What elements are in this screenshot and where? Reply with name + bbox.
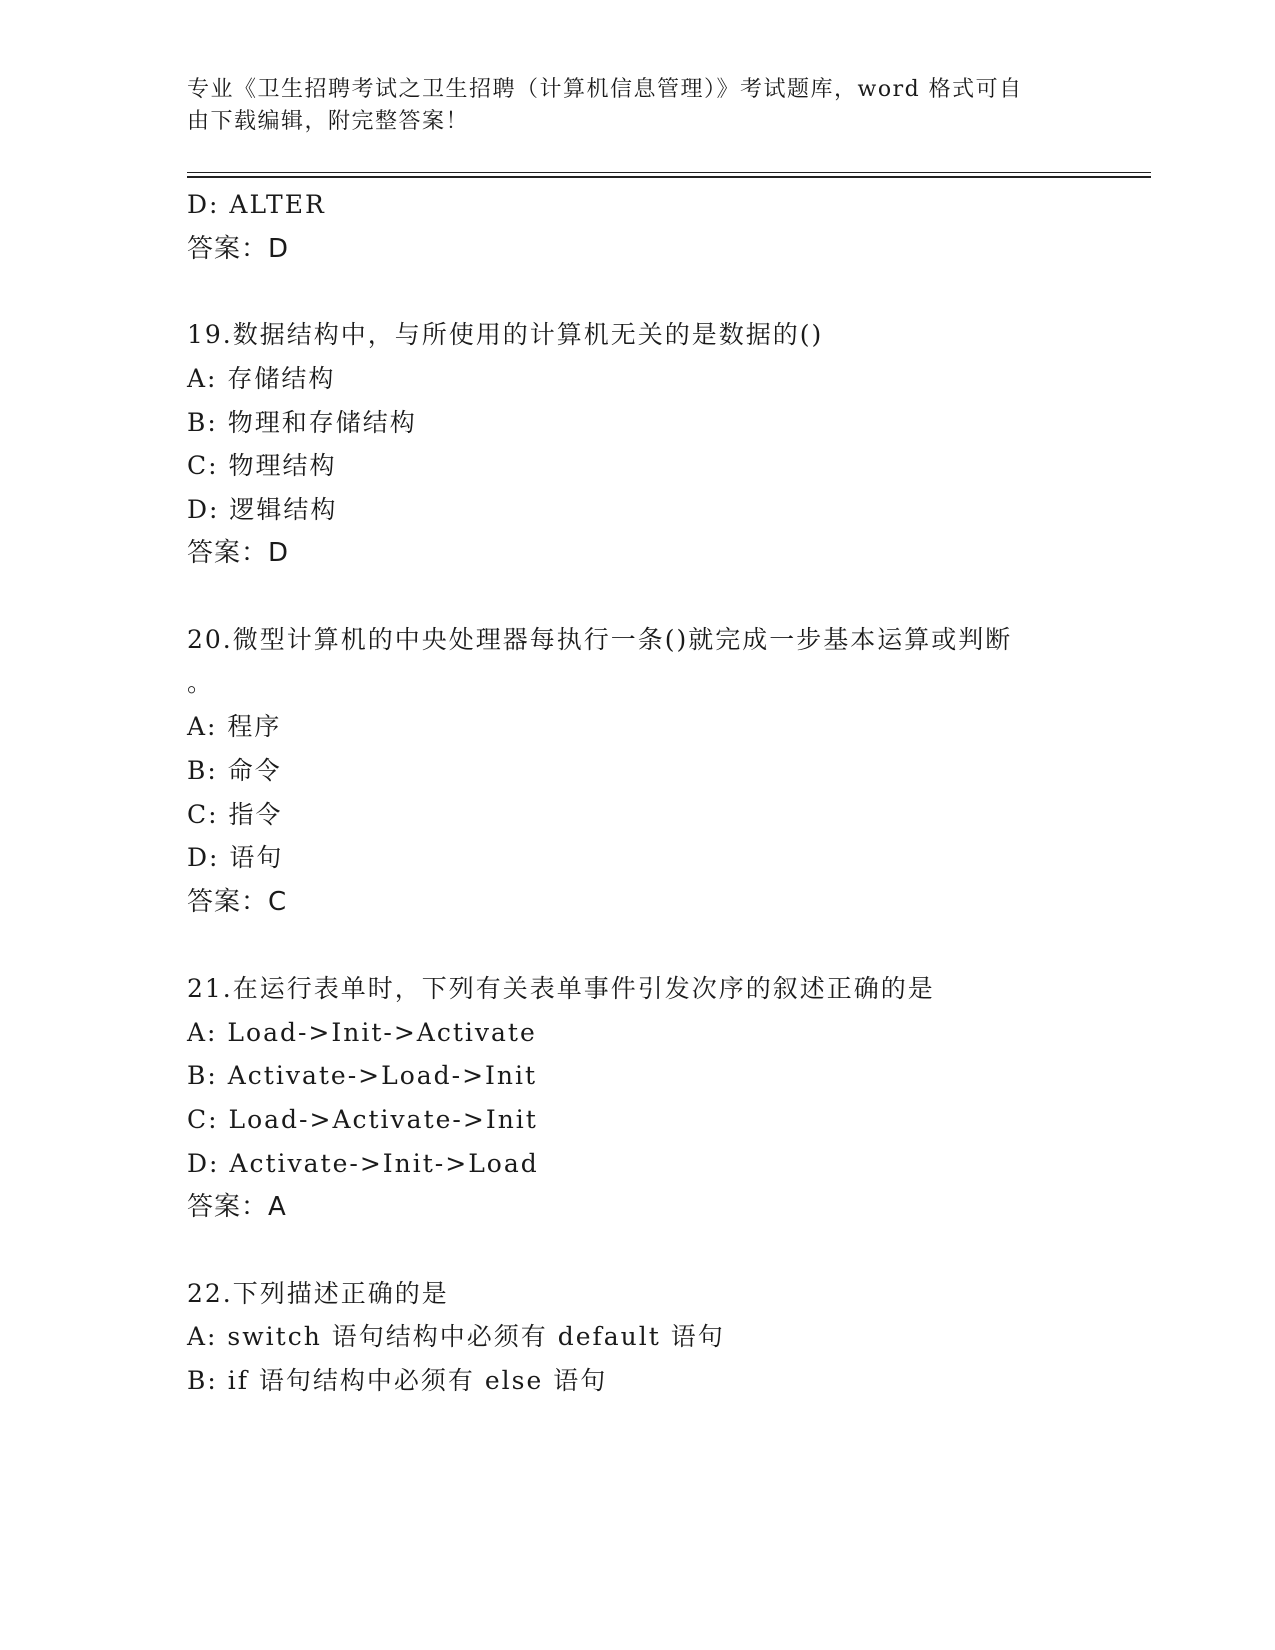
q21-option-b: B: Activate->Load->Init: [187, 1061, 538, 1090]
q19-option-d: D: 逻辑结构: [187, 495, 338, 524]
document-header: [187, 74, 1067, 138]
q22-option-a: A: switch 语句结构中必须有 default 语句: [187, 1322, 725, 1351]
q22-stem: 22.下列描述正确的是: [187, 1279, 449, 1308]
q21-stem: 21.在运行表单时，下列有关表单事件引发次序的叙述正确的是: [187, 974, 935, 1003]
q21-option-a: A: Load->Init->Activate: [187, 1018, 537, 1047]
answer-label: 答案：: [187, 1192, 269, 1222]
prev-answer: [187, 234, 289, 264]
header-rule-thick: [187, 176, 1151, 178]
q19-option-c: C: 物理结构: [187, 451, 337, 480]
answer-label: 答案：: [187, 234, 269, 264]
q20-stem-continuation: 。: [187, 668, 215, 697]
q20-stem: 20.微型计算机的中央处理器每执行一条()就完成一步基本运算或判断: [187, 625, 1013, 654]
q19-option-a: A: 存储结构: [187, 364, 336, 393]
q20-option-b: B: 命令: [187, 756, 282, 785]
answer-value: D: [268, 538, 290, 568]
q19-stem: 19.数据结构中，与所使用的计算机无关的是数据的(): [187, 320, 824, 349]
answer-value: D: [268, 234, 290, 264]
answer-value: C: [268, 887, 288, 917]
q19-answer: [187, 538, 289, 568]
header-line-2: 由下载编辑，附完整答案！: [187, 109, 470, 134]
q21-option-d: D: Activate->Init->Load: [187, 1149, 539, 1178]
header-line-1: 专业《卫生招聘考试之卫生招聘（计算机信息管理）》考试题库，word 格式可自: [187, 77, 1023, 102]
q20-answer: [187, 887, 287, 917]
answer-label: 答案：: [187, 887, 269, 917]
q21-option-c: C: Load->Activate->Init: [187, 1105, 538, 1134]
q20-option-c: C: 指令: [187, 800, 283, 829]
q21-answer: [187, 1192, 287, 1222]
prev-option-d: D: ALTER: [187, 190, 326, 219]
q20-option-d: D: 语句: [187, 843, 284, 872]
header-rule-thin: [187, 172, 1151, 173]
q19-option-b: B: 物理和存储结构: [187, 408, 417, 437]
q20-option-a: A: 程序: [187, 712, 282, 741]
answer-value: A: [268, 1192, 287, 1222]
answer-label: 答案：: [187, 538, 269, 568]
q22-option-b: B: if 语句结构中必须有 else 语句: [187, 1366, 608, 1395]
